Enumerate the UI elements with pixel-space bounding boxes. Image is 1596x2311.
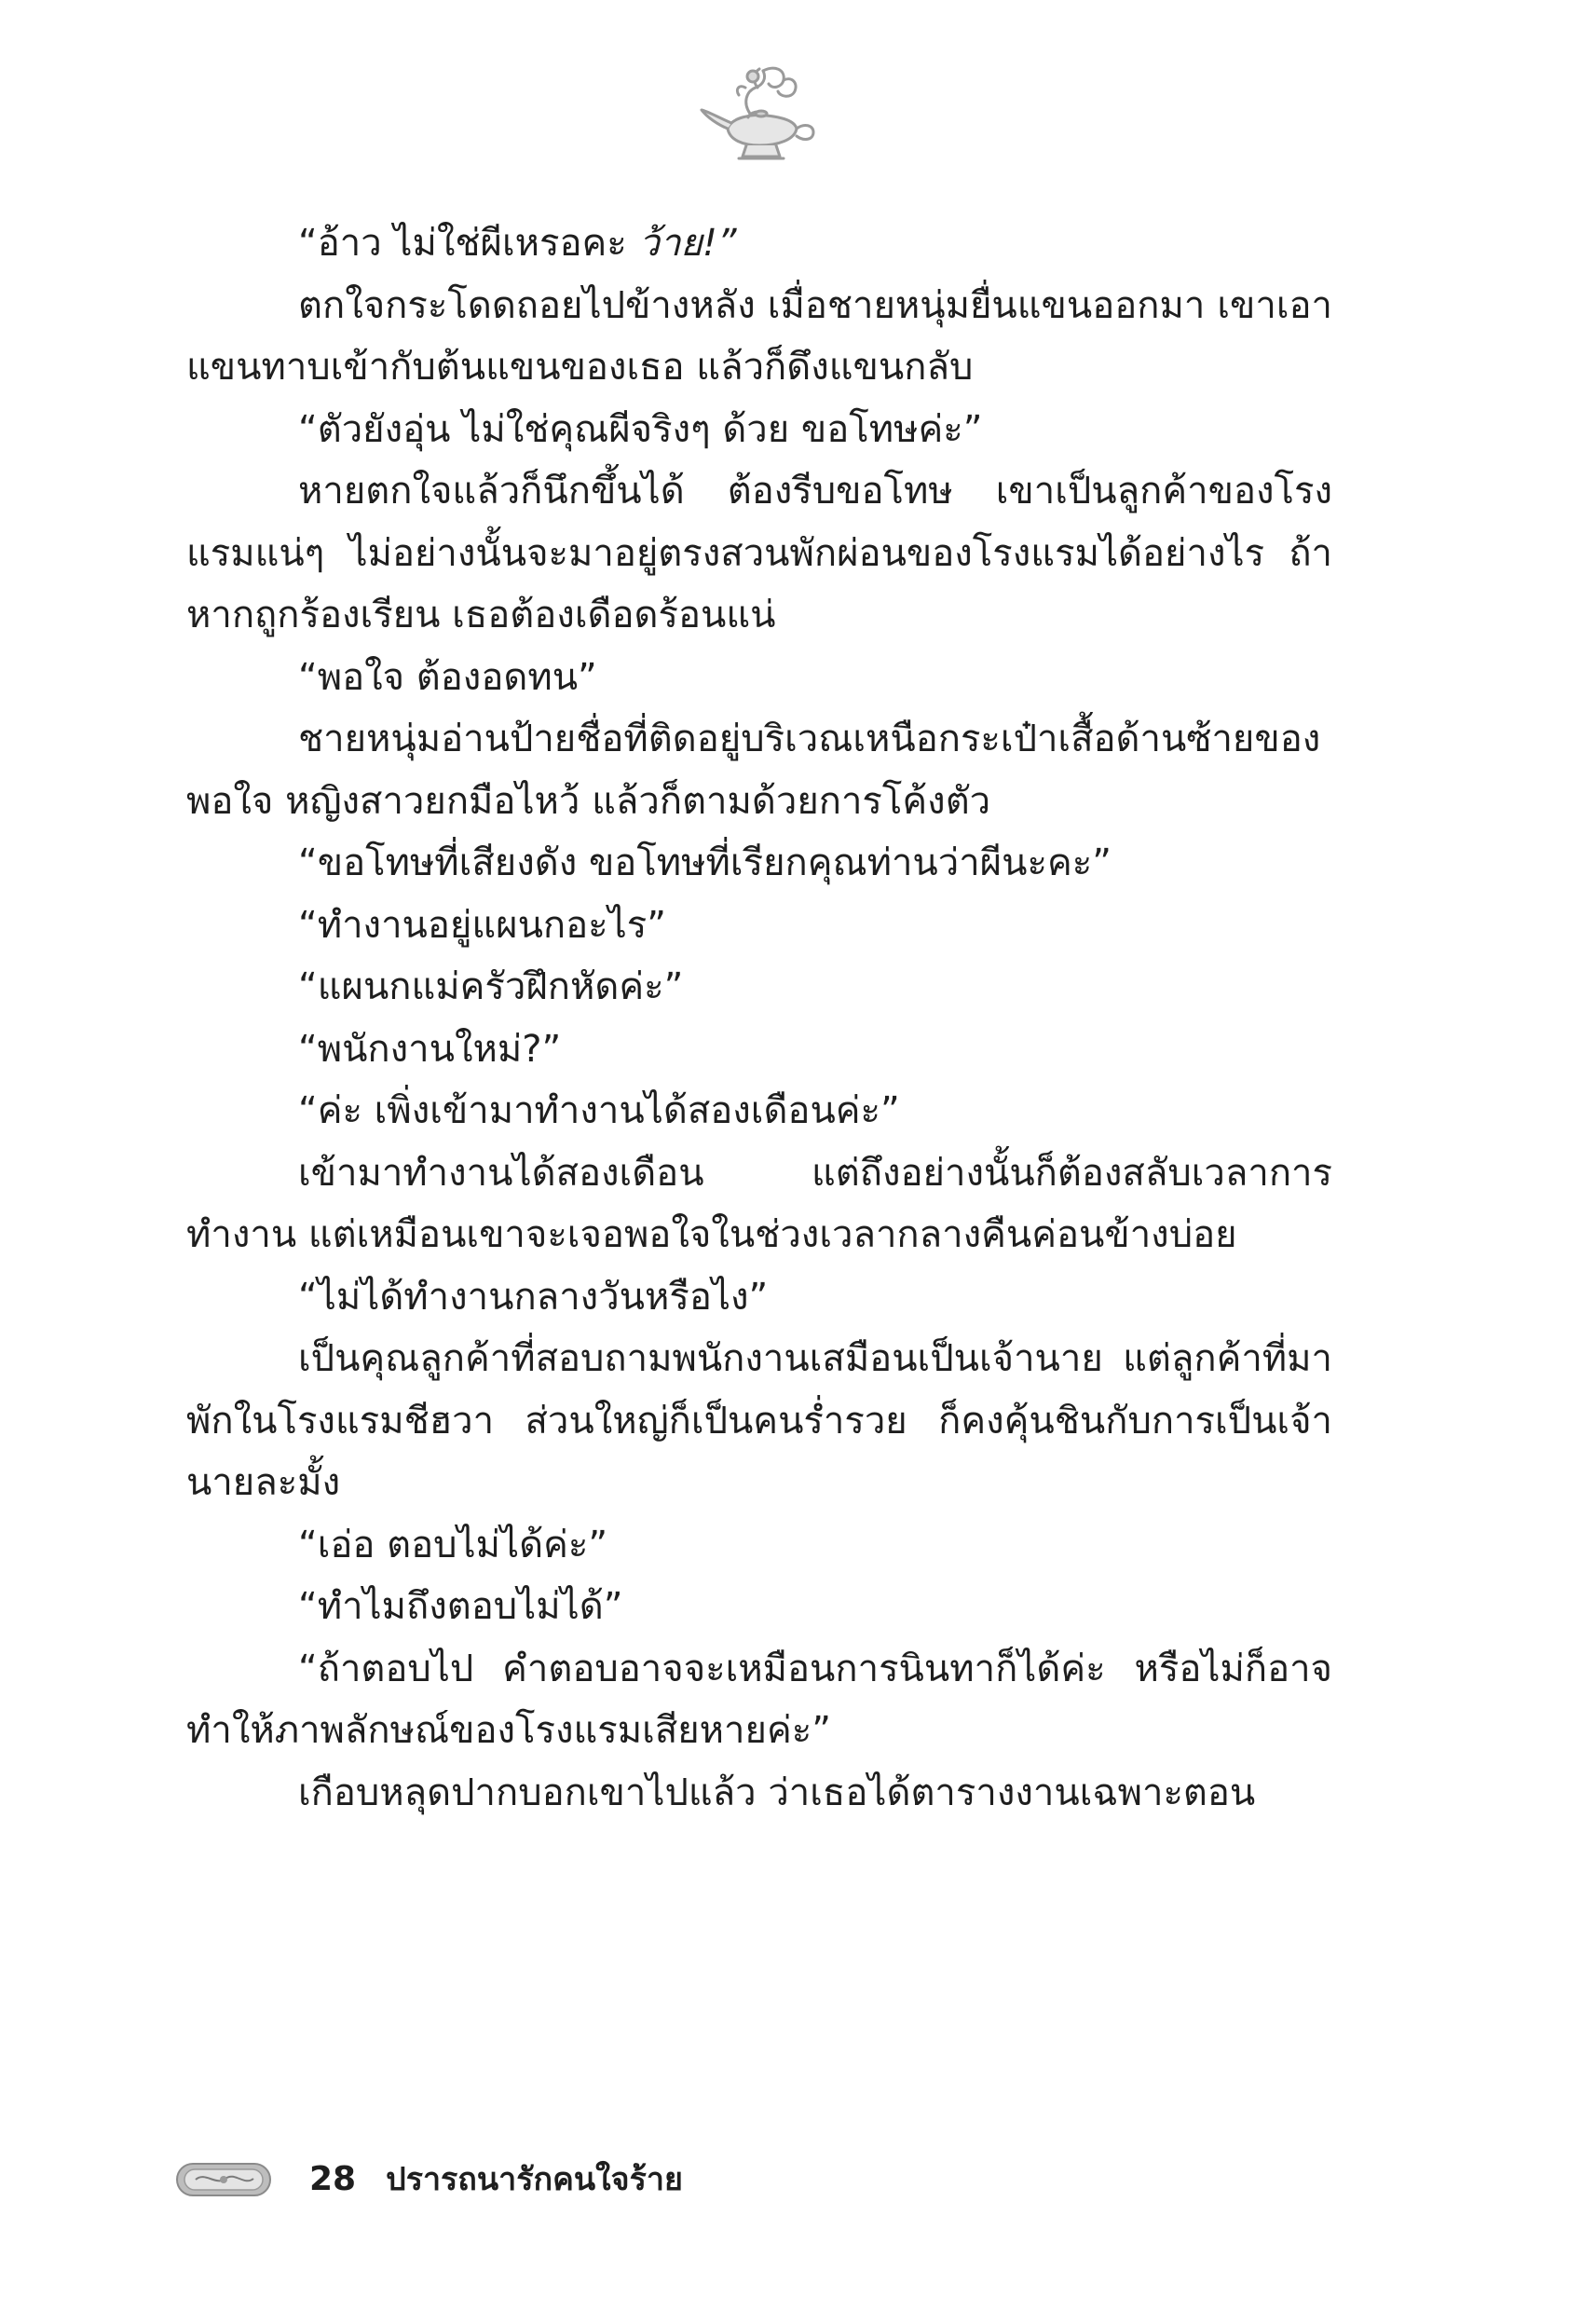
paragraph: ชายหนุ่มอ่านป้ายชื่อที่ติดอยู่บริเวณเหนือกระเป๋าเสื้อด้านซ้ายของพอใจ หญิงสาวยกมือไหว้ แล้วก็ตามด้วยการโค้งตัว [186,718,1321,823]
paragraph: “ทำงานอยู่แผนกอะไร” [298,903,666,947]
paragraph [186,212,1332,275]
paragraph: “ถ้าตอบไป คำตอบอาจจะเหมือนการนินทาก็ได้ค่ะ หรือไม่ก็อาจทำให้ภาพลักษณ์ของโรงแรมเสียหายค่ะ” [186,1647,1332,1752]
genie-lamp-icon [694,56,825,168]
paragraph: เกือบหลุดปากบอกเขาไปแล้ว ว่าเธอได้ตารางงานเฉพาะตอน [298,1771,1256,1814]
paragraph: “ทำไมถึงตอบไม่ได้” [298,1585,623,1628]
paragraph: “ไม่ได้ทำงานกลางวันหรือไง” [298,1275,769,1319]
story-text [186,212,1332,1824]
book-emblem-icon [175,2156,272,2201]
page-number: 28 [309,2159,357,2198]
paragraph: “ค่ะ เพิ่งเข้ามาทำงานได้สองเดือนค่ะ” [298,1089,900,1132]
paragraph: “ตัวยังอุ่น ไม่ใช่คุณผีจริงๆ ด้วย ขอโทษค่ะ” [298,407,983,451]
paragraph: หายตกใจแล้วก็นึกขึ้นได้ ต้องรีบขอโทษ เขาเป็นลูกค้าของโรงแรมแน่ๆ ไม่อย่างนั้นจะมาอยู่ตรงสวนพักผ่อนของโรงแรมได้อย่างไร ถ้าหากถูกร้องเรียน เธอต้องเดือดร้อนแน่ [186,470,1332,636]
paragraph: เป็นคุณลูกค้าที่สอบถามพนักงานเสมือนเป็นเจ้านาย แต่ลูกค้าที่มาพักในโรงแรมชีฮวา ส่วนใหญ่ก็เป็นคนร่ำรวย ก็คงคุ้นชินกับการเป็นเจ้านายละมั้ง [186,1337,1332,1504]
paragraph: “เอ่อ ตอบไม่ได้ค่ะ” [298,1523,608,1566]
paragraph: “พอใจ ต้องอดทน” [298,655,597,699]
emphasis-text: ว้าย!” [638,222,737,265]
paragraph: “ขอโทษที่เสียงดัง ขอโทษที่เรียกคุณท่านว่าผีนะคะ” [298,841,1112,884]
paragraph-text: “อ้าว ไม่ใช่ผีเหรอคะ [298,222,639,265]
paragraph: ตกใจกระโดดถอยไปข้างหลัง เมื่อชายหนุ่มยื่นแขนออกมา เขาเอาแขนทาบเข้ากับต้นแขนของเธอ แล้วก็ดึงแขนกลับ [186,283,1332,389]
paragraph: เข้ามาทำงานได้สองเดือน แต่ถึงอย่างนั้นก็ต้องสลับเวลาการทำงาน แต่เหมือนเขาจะเจอพอใจในช่วงเวลากลางคืนค่อนข้างบ่อย [186,1151,1332,1256]
book-title: ปรารถนารักคนใจร้าย [386,2161,683,2198]
page-footer [175,2151,683,2207]
paragraph: “แผนกแม่ครัวฝึกหัดค่ะ” [298,965,684,1008]
paragraph: “พนักงานใหม่?” [298,1027,562,1071]
